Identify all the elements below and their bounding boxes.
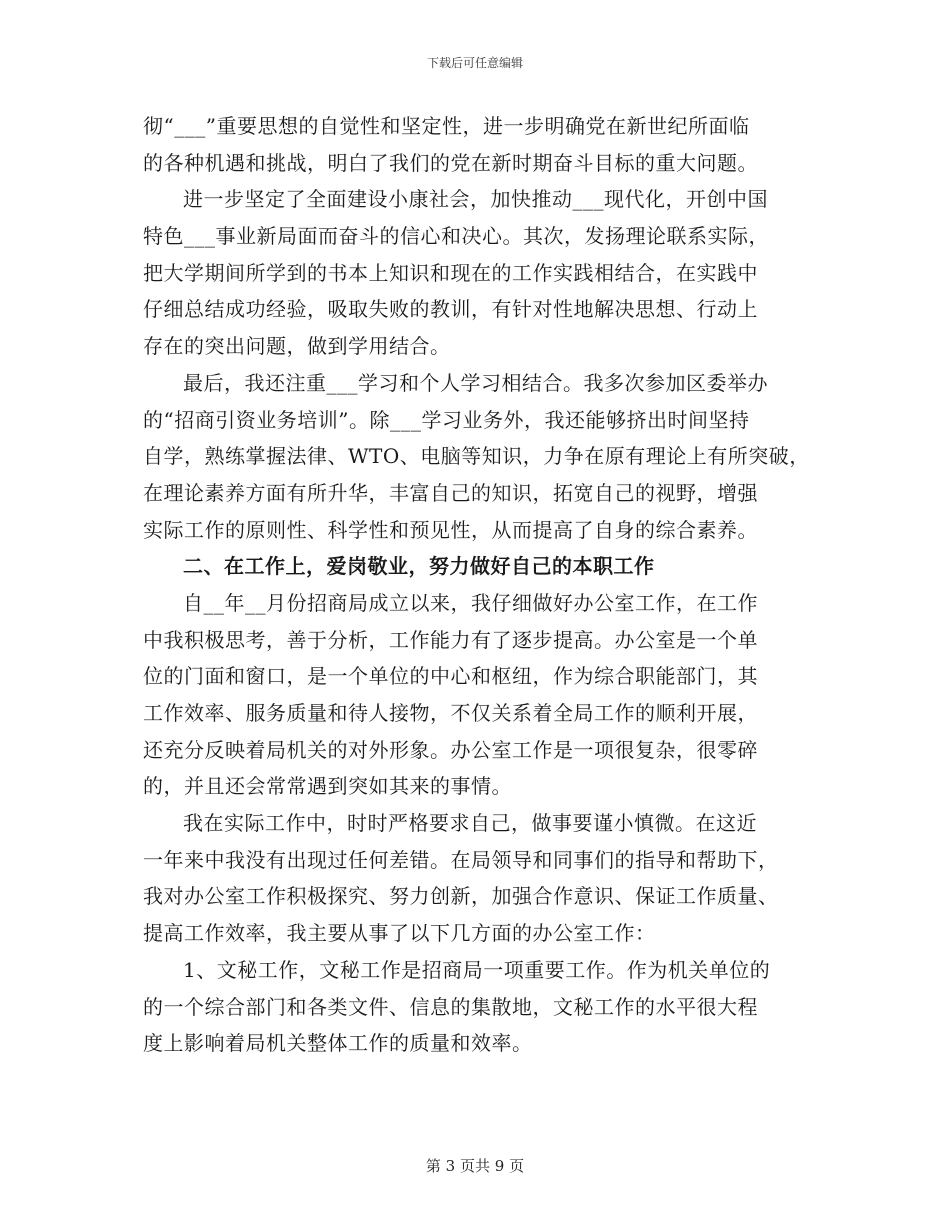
text-line: 实际工作的原则性、科学性和预见性，从而提高了自身的综合素养。 [143,517,758,542]
text-line: 自学，熟练掌握法律、WTO、电脑等知识，力争在原有理论上有所突破， [143,444,810,469]
text-line: 最后，我还注重___学习和个人学习相结合。我多次参加区委举办 [183,370,768,395]
text-line: 1、文秘工作，文秘工作是招商局一项重要工作。作为机关单位的 [183,957,771,982]
page-number-footer: 第 3 页共 9 页 [425,1157,525,1175]
text-line: 度上影响着局机关整体工作的质量和效率。 [143,1031,533,1056]
section-heading: 二、在工作上，爱岗敬业，努力做好自己的本职工作 [183,554,655,579]
text-line: 一年来中我没有出现过任何差错。在局领导和同事们的指导和帮助下， [143,847,779,872]
text-line: 特色___事业新局面而奋斗的信心和决心。其次，发扬理论联系实际， [143,224,769,249]
document-body [143,108,808,1062]
text-line: 我对办公室工作积极探究、努力创新，加强合作意识、保证工作质量、 [143,884,779,909]
text-line: 位的门面和窗口，是一个单位的中心和枢纽，作为综合职能部门，其 [143,664,758,689]
text-line: 彻“___”重要思想的自觉性和坚定性，进一步明确党在新世纪所面临 [143,114,750,138]
text-line: 自__年__月份招商局成立以来，我仔细做好办公室工作，在工作 [183,590,758,615]
text-line: 我在实际工作中，时时严格要求自己，做事要谨小慎微。在这近 [183,811,757,836]
text-line: 的一个综合部门和各类文件、信息的集散地，文秘工作的水平很大程 [143,994,758,1019]
text-line: 仔细总结成功经验，吸取失败的教训，有针对性地解决思想、行动上 [143,297,758,322]
text-line: 存在的突出问题，做到学用结合。 [143,334,451,359]
text-line: 中我积极思考，善于分析，工作能力有了逐步提高。办公室是一个单 [143,627,758,652]
text-line: 还充分反映着局机关的对外形象。办公室工作是一项很复杂，很零碎 [143,737,758,762]
text-line: 提高工作效率，我主要从事了以下几方面的办公室工作： [143,921,656,946]
text-line: 的各种机遇和挑战，明白了我们的党在新时期奋斗目标的重大问题。 [143,150,758,175]
text-line: 在理论素养方面有所升华，丰富自己的知识，拓宽自己的视野，增强 [143,480,758,505]
text-line: 的，并且还会常常遇到突如其来的事情。 [143,774,512,799]
page-header: 下载后可任意编辑 [426,56,523,70]
text-line: 的“招商引资业务培训”。除___学习业务外，我还能够挤出时间坚持 [143,407,750,432]
text-line: 进一步坚定了全面建设小康社会，加快推动___现代化，开创中国 [183,187,768,212]
text-line: 把大学期间所学到的书本上知识和现在的工作实践相结合，在实践中 [143,260,758,285]
text-line: 工作效率、服务质量和待人接物，不仅关系着全局工作的顺利开展， [143,701,758,725]
